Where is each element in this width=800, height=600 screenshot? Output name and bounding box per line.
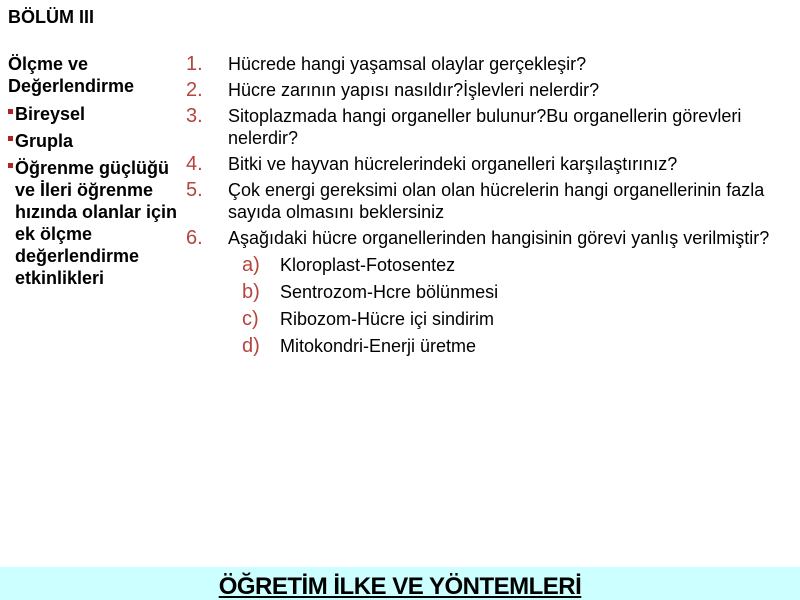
footer-banner <box>0 567 800 600</box>
section-title: BÖLÜM III <box>8 7 94 27</box>
question-text-main: Aşağıdaki hücre organellerinden hangisinin görevi yanlış verilmiştir? <box>228 228 770 248</box>
sidebar-bullet-label: Öğrenme güçlüğü ve İleri öğrenme hızında olanlar için ek ölçme değerlendirme etkinlikleri <box>15 158 178 288</box>
question-number: 5. <box>186 179 203 201</box>
option-item <box>228 254 782 276</box>
question-number: 1. <box>186 53 203 75</box>
question-text: Hücrede hangi yaşamsal olaylar gerçekleşir? <box>228 54 587 74</box>
option-text: Ribozom-Hücre içi sindirim <box>280 309 495 329</box>
question-item <box>186 179 782 223</box>
option-letter: a) <box>242 254 260 276</box>
question-item <box>186 53 782 75</box>
question-text: Çok energi gereksimi olan olan hücrelerin hangi organellerinin fazla sayıda olmasını beklersiniz <box>228 180 765 222</box>
question-text <box>228 227 782 362</box>
sidebar-heading: Ölçme ve Değerlendirme <box>8 54 135 96</box>
option-item <box>228 335 782 357</box>
sidebar-bullet-label: Bireysel <box>15 104 86 124</box>
option-text: Kloroplast-Fotosentez <box>280 255 456 275</box>
option-letter: b) <box>242 281 260 303</box>
sidebar <box>8 53 180 294</box>
question-text: Sitoplazmada hangi organeller bulunur?Bu organellerin görevleri nelerdir? <box>228 106 742 148</box>
question-item <box>186 153 782 175</box>
question-list <box>186 53 782 366</box>
question-item <box>186 227 782 362</box>
question-number: 6. <box>186 227 203 249</box>
question-number: 2. <box>186 79 203 101</box>
footer-title: ÖĞRETİM İLKE VE YÖNTEMLERİ <box>218 573 582 600</box>
bullet-square-icon <box>8 109 13 114</box>
question-text: Hücre zarının yapısı nasıldır?İşlevleri nelerdir? <box>228 80 600 100</box>
question-text: Bitki ve hayvan hücrelerindeki organelleri karşılaştırınız? <box>228 154 678 174</box>
bullet-square-icon <box>8 163 13 168</box>
question-number: 4. <box>186 153 203 175</box>
bullet-square-icon <box>8 136 13 141</box>
question-item <box>186 105 782 149</box>
sidebar-bullet-label: Grupla <box>15 131 74 151</box>
question-item <box>186 79 782 101</box>
question-number: 3. <box>186 105 203 127</box>
option-item <box>228 281 782 303</box>
option-text: Sentrozom-Hcre bölünmesi <box>280 282 499 302</box>
option-text: Mitokondri-Enerji üretme <box>280 336 477 356</box>
option-item <box>228 308 782 330</box>
sidebar-bullet-ek-etkinlikler <box>8 157 180 289</box>
sidebar-bullet-grupla <box>8 130 180 152</box>
sidebar-bullet-bireysel <box>8 103 180 125</box>
option-letter: d) <box>242 335 260 357</box>
option-letter: c) <box>242 308 259 330</box>
